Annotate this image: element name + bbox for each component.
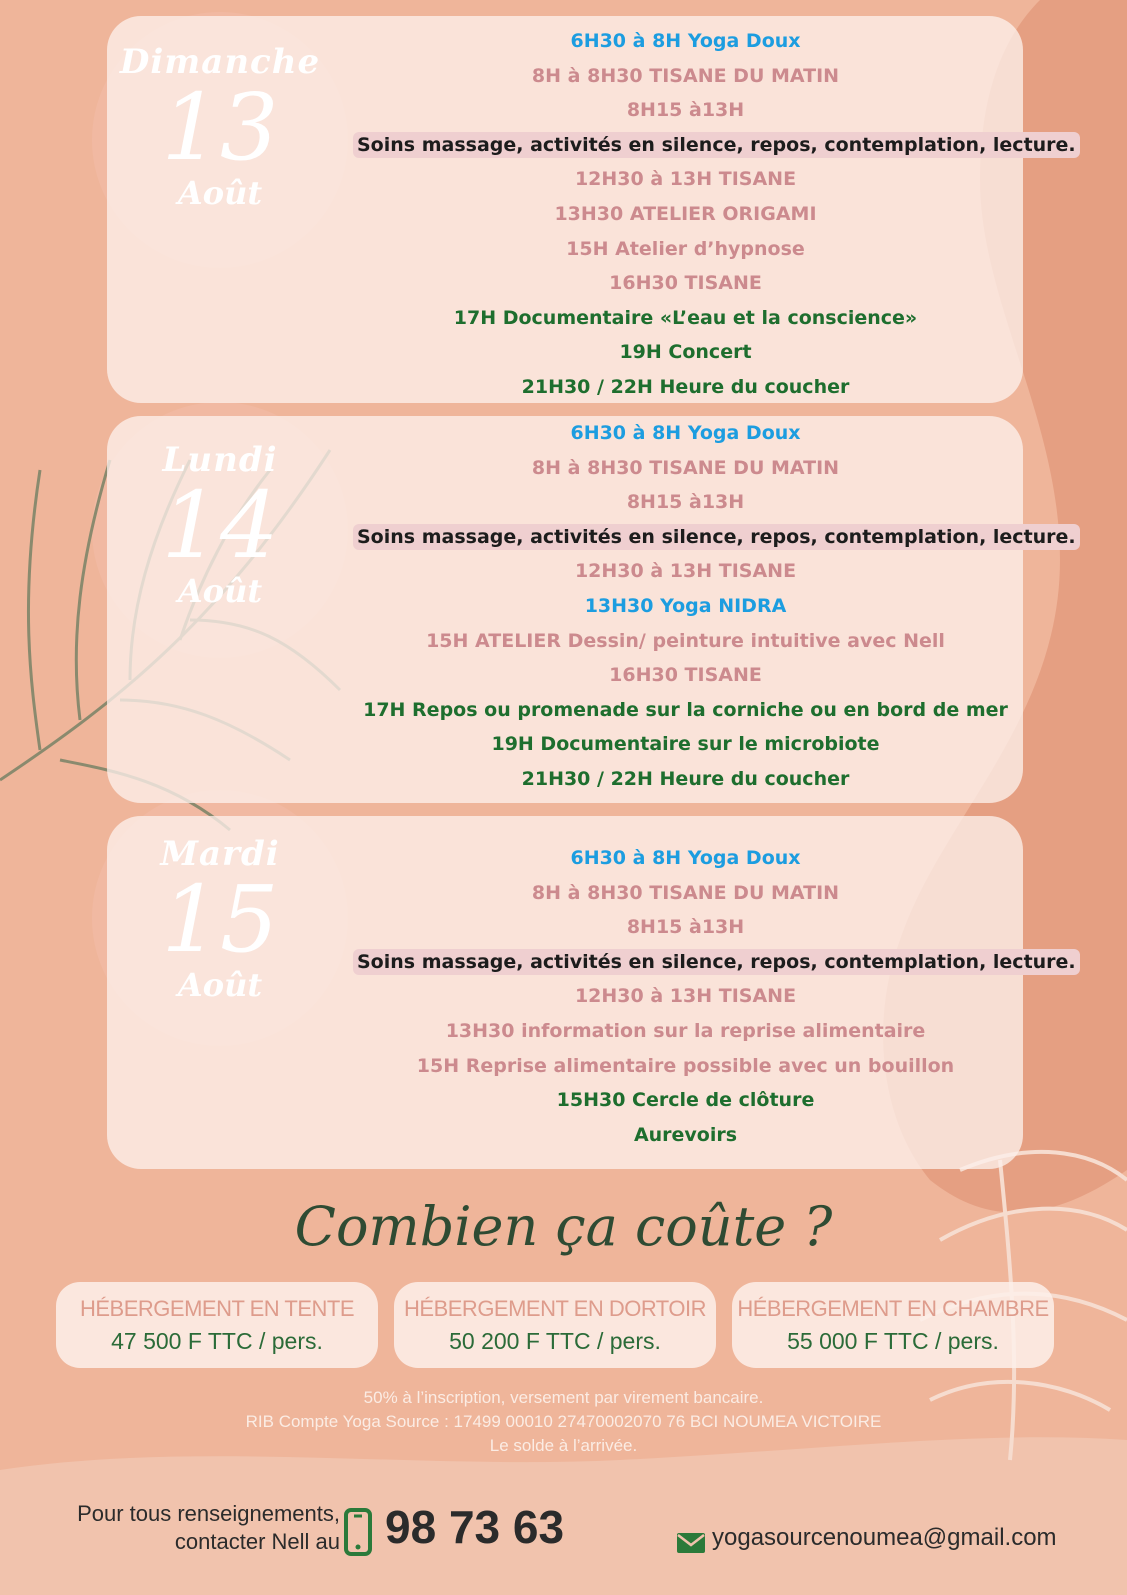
schedule-line: [353, 520, 1076, 555]
schedule-line-text: 8H à 8H30 TISANE DU MATIN: [531, 64, 840, 87]
schedule-list-tuesday: [353, 841, 1076, 1152]
schedule-line-text: Soins massage, activités en silence, repos, contemplation, lecture.: [353, 524, 1080, 550]
day-name: Mardi: [160, 834, 280, 874]
schedule-line: [353, 876, 1018, 911]
payment-line-3: Le solde à l’arrivée.: [489, 1436, 638, 1455]
schedule-line-text: 19H Concert: [619, 341, 752, 364]
day-header-monday: [90, 440, 350, 610]
phone-icon: [343, 1508, 373, 1556]
schedule-line-text: 15H Reprise alimentaire possible avec un bouillon: [416, 1054, 955, 1077]
schedule-line-text: 17H Repos ou promenade sur la corniche ou en bord de mer: [363, 698, 1008, 721]
schedule-line: [353, 624, 1018, 659]
schedule-line: [353, 93, 1018, 128]
schedule-line: [353, 727, 1018, 762]
schedule-line: [353, 128, 1076, 163]
schedule-line: [353, 1083, 1018, 1118]
schedule-line: [353, 1014, 1018, 1049]
schedule-line: [353, 485, 1018, 520]
schedule-line: [353, 370, 1018, 405]
schedule-line-text: 8H15 à13H: [626, 99, 745, 122]
schedule-line-text: 12H30 à 13H TISANE: [574, 168, 797, 191]
schedule-line: [353, 945, 1076, 980]
schedule-line: [353, 910, 1018, 945]
mail-icon: [676, 1532, 706, 1554]
price-value: 55 000 F TTC / pers.: [787, 1328, 999, 1354]
day-name: Dimanche: [119, 42, 321, 82]
schedule-line-text: 6H30 à 8H Yoga Doux: [570, 422, 801, 444]
price-label: HÉBERGEMENT EN DORTOIR: [404, 1296, 706, 1321]
schedule-line: [353, 1118, 1018, 1153]
schedule-line-text: 6H30 à 8H Yoga Doux: [570, 847, 801, 869]
day-number: 14: [161, 472, 279, 579]
schedule-line-text: 8H15 à13H: [626, 916, 745, 939]
pricing-title: Combien ça coûte ?: [294, 1195, 833, 1258]
schedule-line-text: 13H30 Yoga NIDRA: [584, 594, 787, 617]
schedule-line-text: Soins massage, activités en silence, repos, contemplation, lecture.: [353, 132, 1080, 158]
schedule-line-text: 16H30 TISANE: [609, 664, 762, 687]
schedule-line-text: 16H30 TISANE: [609, 272, 762, 295]
price-card-tent: [56, 1282, 378, 1368]
schedule-line-text: 8H à 8H30 TISANE DU MATIN: [531, 881, 840, 904]
schedule-line-text: Aurevoirs: [633, 1123, 738, 1146]
schedule-line: [353, 232, 1018, 267]
schedule-line-text: 12H30 à 13H TISANE: [574, 560, 797, 583]
price-label: HÉBERGEMENT EN CHAMBRE: [737, 1296, 1049, 1321]
contact-label: [20, 1500, 340, 1556]
schedule-line: [353, 658, 1018, 693]
schedule-line-text: 6H30 à 8H Yoga Doux: [570, 30, 801, 52]
price-label: HÉBERGEMENT EN TENTE: [79, 1296, 354, 1321]
schedule-line: [353, 24, 1018, 59]
schedule-line: [353, 693, 1018, 728]
schedule-line-text: 8H à 8H30 TISANE DU MATIN: [531, 456, 840, 479]
day-name: Lundi: [162, 440, 278, 480]
schedule-line-text: 19H Documentaire sur le microbiote: [491, 733, 880, 756]
schedule-line-text: 17H Documentaire «L’eau et la conscience»: [453, 306, 918, 329]
payment-info: [0, 1386, 1127, 1458]
price-value: 50 200 F TTC / pers.: [449, 1328, 661, 1354]
schedule-line: [353, 416, 1018, 451]
schedule-line: [353, 197, 1018, 232]
price-value: 47 500 F TTC / pers.: [111, 1328, 323, 1354]
day-month: Août: [177, 174, 263, 212]
schedule-list-monday: [353, 416, 1076, 797]
schedule-line: [353, 1049, 1018, 1084]
payment-line-1: 50% à l’inscription, versement par virement bancaire.: [363, 1388, 764, 1407]
schedule-line-text: 8H15 à13H: [626, 491, 745, 514]
schedule-line: [353, 451, 1018, 486]
day-header-sunday: [90, 42, 350, 212]
schedule-line-text: 21H30 / 22H Heure du coucher: [521, 767, 850, 790]
day-number: 13: [161, 74, 279, 181]
schedule-line: [353, 979, 1018, 1014]
email-address[interactable]: yogasourcenoumea@gmail.com: [712, 1524, 1057, 1551]
contact-label-line-1: Pour tous renseignements,: [77, 1501, 340, 1526]
schedule-line: [353, 762, 1018, 797]
contact-label-line-2: contacter Nell au: [174, 1529, 340, 1554]
price-card-room: [732, 1282, 1054, 1368]
schedule-line: [353, 335, 1018, 370]
schedule-line-text: 15H30 Cercle de clôture: [556, 1089, 815, 1112]
schedule-line-text: 21H30 / 22H Heure du coucher: [521, 375, 850, 398]
payment-line-2: RIB Compte Yoga Source : 17499 00010 27470002070 76 BCI NOUMEA VICTOIRE: [245, 1412, 882, 1431]
day-month: Août: [177, 572, 263, 610]
phone-number[interactable]: 98 73 63: [385, 1501, 565, 1553]
schedule-line: [353, 162, 1018, 197]
schedule-line-text: 12H30 à 13H TISANE: [574, 985, 797, 1008]
day-number: 15: [161, 866, 279, 973]
schedule-line-text: 15H ATELIER Dessin/ peinture intuitive avec Nell: [426, 629, 945, 652]
schedule-line-text: 13H30 ATELIER ORIGAMI: [554, 202, 817, 225]
schedule-line: [353, 266, 1018, 301]
price-card-dormitory: [394, 1282, 716, 1368]
schedule-line: [353, 841, 1018, 876]
schedule-line-text: Soins massage, activités en silence, repos, contemplation, lecture.: [353, 949, 1080, 975]
schedule-list-sunday: [353, 24, 1076, 405]
schedule-line: [353, 554, 1018, 589]
schedule-line-text: 13H30 information sur la reprise alimentaire: [445, 1019, 926, 1042]
schedule-line: [353, 59, 1018, 94]
schedule-line: [353, 301, 1018, 336]
schedule-line-text: 15H Atelier d’hypnose: [566, 237, 805, 260]
day-header-tuesday: [90, 834, 350, 1004]
day-month: Août: [177, 966, 263, 1004]
schedule-line: [353, 589, 1018, 624]
